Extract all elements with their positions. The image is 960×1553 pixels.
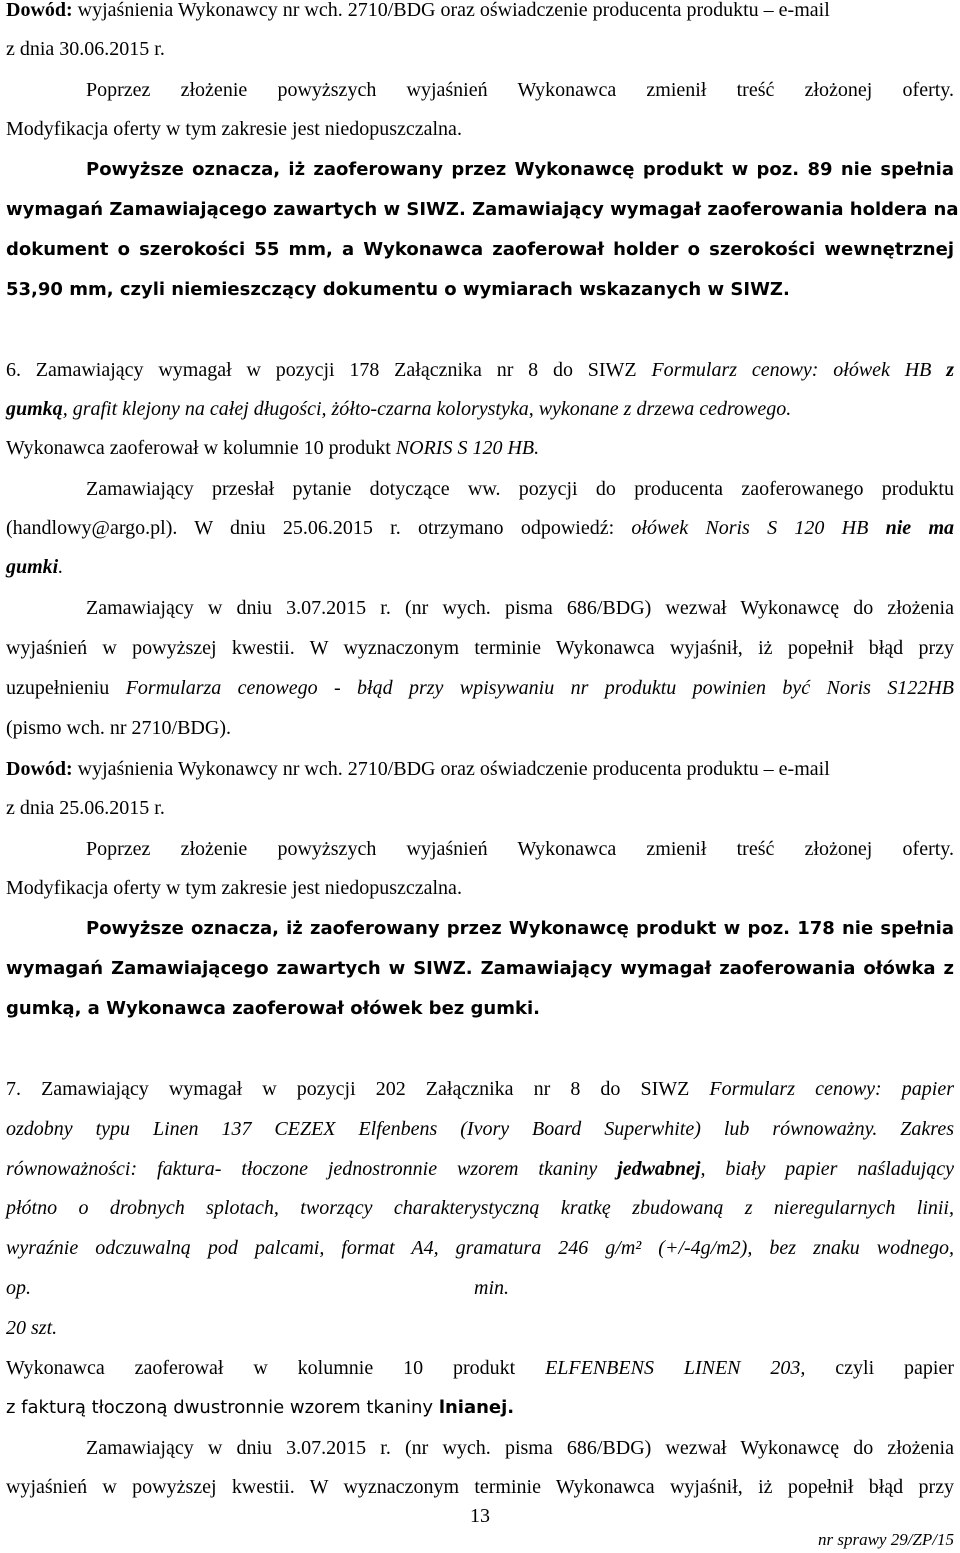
point-6-heading: 6. Zamawiający wymagał w pozycji 178 Załącznika nr 8 do SIWZ Formularz cenowy: ołówek HB z (6, 359, 954, 381)
evidence-line: Dowód: wyjaśnienia Wykonawcy nr wch. 2710/BDG oraz oświadczenie producenta produktu – e-mail (6, 758, 830, 780)
conclusion-line: Powyższe oznacza, iż zaoferowany przez Wykonawcę produkt w poz. 89 nie spełnia (86, 159, 954, 180)
conclusion-line: gumką, a Wykonawca zaoferował ołówek bez gumki. (6, 998, 540, 1019)
case-number: nr sprawy 29/ZP/15 (817, 1530, 954, 1549)
conclusion-line: 53,90 mm, czyli niemieszczący dokumentu o wymiarach wskazanych w SIWZ. (6, 279, 790, 300)
paragraph-line: Poprzez złożenie powyższych wyjaśnień Wykonawca zmienił treść złożonej oferty. (86, 838, 954, 860)
evidence-date: z dnia 30.06.2015 r. (6, 38, 165, 60)
paragraph-line: Modyfikacja oferty w tym zakresie jest niedopuszczalna. (6, 118, 462, 140)
paragraph-line: (pismo wch. nr 2710/BDG). (6, 717, 231, 739)
conclusion-line: Powyższe oznacza, iż zaoferowany przez Wykonawcę produkt w poz. 178 nie spełnia (86, 918, 954, 939)
paragraph-line: Zamawiający przesłał pytanie dotyczące ww. pozycji do producenta zaoferowanego produktu (86, 478, 954, 500)
conclusion-line: wymagań Zamawiającego zawartych w SIWZ. Zamawiający wymagał zaoferowania holdera na (6, 199, 959, 220)
paragraph-line: wyjaśnień w powyższej kwestii. W wyznaczonym terminie Wykonawca wyjaśnił, iż popełnił błąd przy (6, 1476, 954, 1498)
page-number: 13 (470, 1505, 490, 1527)
paragraph-line: Zamawiający w dniu 3.07.2015 r. (nr wych. pisma 686/BDG) wezwał Wykonawcę do złożenia (86, 597, 954, 619)
paragraph-line: płótno o drobnych splotach, tworzący charakterystyczną kratkę zbudowaną z nieregularnych linii, (6, 1197, 954, 1219)
paragraph-line: wyjaśnień w powyższej kwestii. W wyznaczonym terminie Wykonawca wyjaśnił, iż popełnił błąd przy (6, 637, 954, 659)
point-7-heading: 7. Zamawiający wymagał w pozycji 202 Załącznika nr 8 do SIWZ Formularz cenowy: papier (6, 1078, 954, 1100)
conclusion-line: dokument o szerokości 55 mm, a Wykonawca zaoferował holder o szerokości wewnętrznej (6, 239, 954, 260)
paragraph-line: równoważności: faktura- tłoczone jednostronnie wzorem tkaniny jedwabnej, biały papier naśladujący (6, 1158, 955, 1180)
paragraph-line: z fakturą tłoczoną dwustronnie wzorem tkaniny lnianej. (6, 1397, 515, 1418)
paragraph-line: gumki. (6, 556, 64, 578)
evidence-date: z dnia 25.06.2015 r. (6, 797, 165, 819)
paragraph-line: ozdobny typu Linen 137 CEZEX Elfenbens (Ivory Board Superwhite) lub równoważny. Zakres (6, 1118, 954, 1140)
paragraph-line: wyraźnie odczuwalną pod palcami, format A4, gramatura 246 g/m² (+/-4g/m2), bez znaku wodnego, (6, 1237, 954, 1259)
paragraph-line: op. min. (6, 1277, 509, 1299)
conclusion-line: wymagań Zamawiającego zawartych w SIWZ. Zamawiający wymagał zaoferowania ołówka z (6, 958, 954, 979)
paragraph-line: Poprzez złożenie powyższych wyjaśnień Wykonawca zmienił treść złożonej oferty. (86, 79, 954, 101)
paragraph-line: Wykonawca zaoferował w kolumnie 10 produkt ELFENBENS LINEN 203, czyli papier (6, 1357, 954, 1379)
evidence-line: Dowód: wyjaśnienia Wykonawcy nr wch. 2710/BDG oraz oświadczenie producenta produktu – e-mail (6, 0, 830, 21)
paragraph-line: uzupełnieniu Formularza cenowego - błąd przy wpisywaniu nr produktu powinien być Noris S122HB (6, 677, 954, 699)
paragraph-line: Modyfikacja oferty w tym zakresie jest niedopuszczalna. (6, 877, 462, 899)
paragraph-line: 20 szt. (6, 1317, 58, 1339)
paragraph-line: Wykonawca zaoferował w kolumnie 10 produkt NORIS S 120 HB. (6, 437, 540, 459)
paragraph-line: Zamawiający w dniu 3.07.2015 r. (nr wych. pisma 686/BDG) wezwał Wykonawcę do złożenia (86, 1437, 954, 1459)
paragraph-line: gumką, grafit klejony na całej długości, żółto-czarna kolorystyka, wykonane z drzewa cedrowego. (6, 398, 792, 420)
paragraph-line: (handlowy@argo.pl). W dniu 25.06.2015 r. otrzymano odpowiedź: ołówek Noris S 120 HB nie ma (6, 517, 955, 539)
